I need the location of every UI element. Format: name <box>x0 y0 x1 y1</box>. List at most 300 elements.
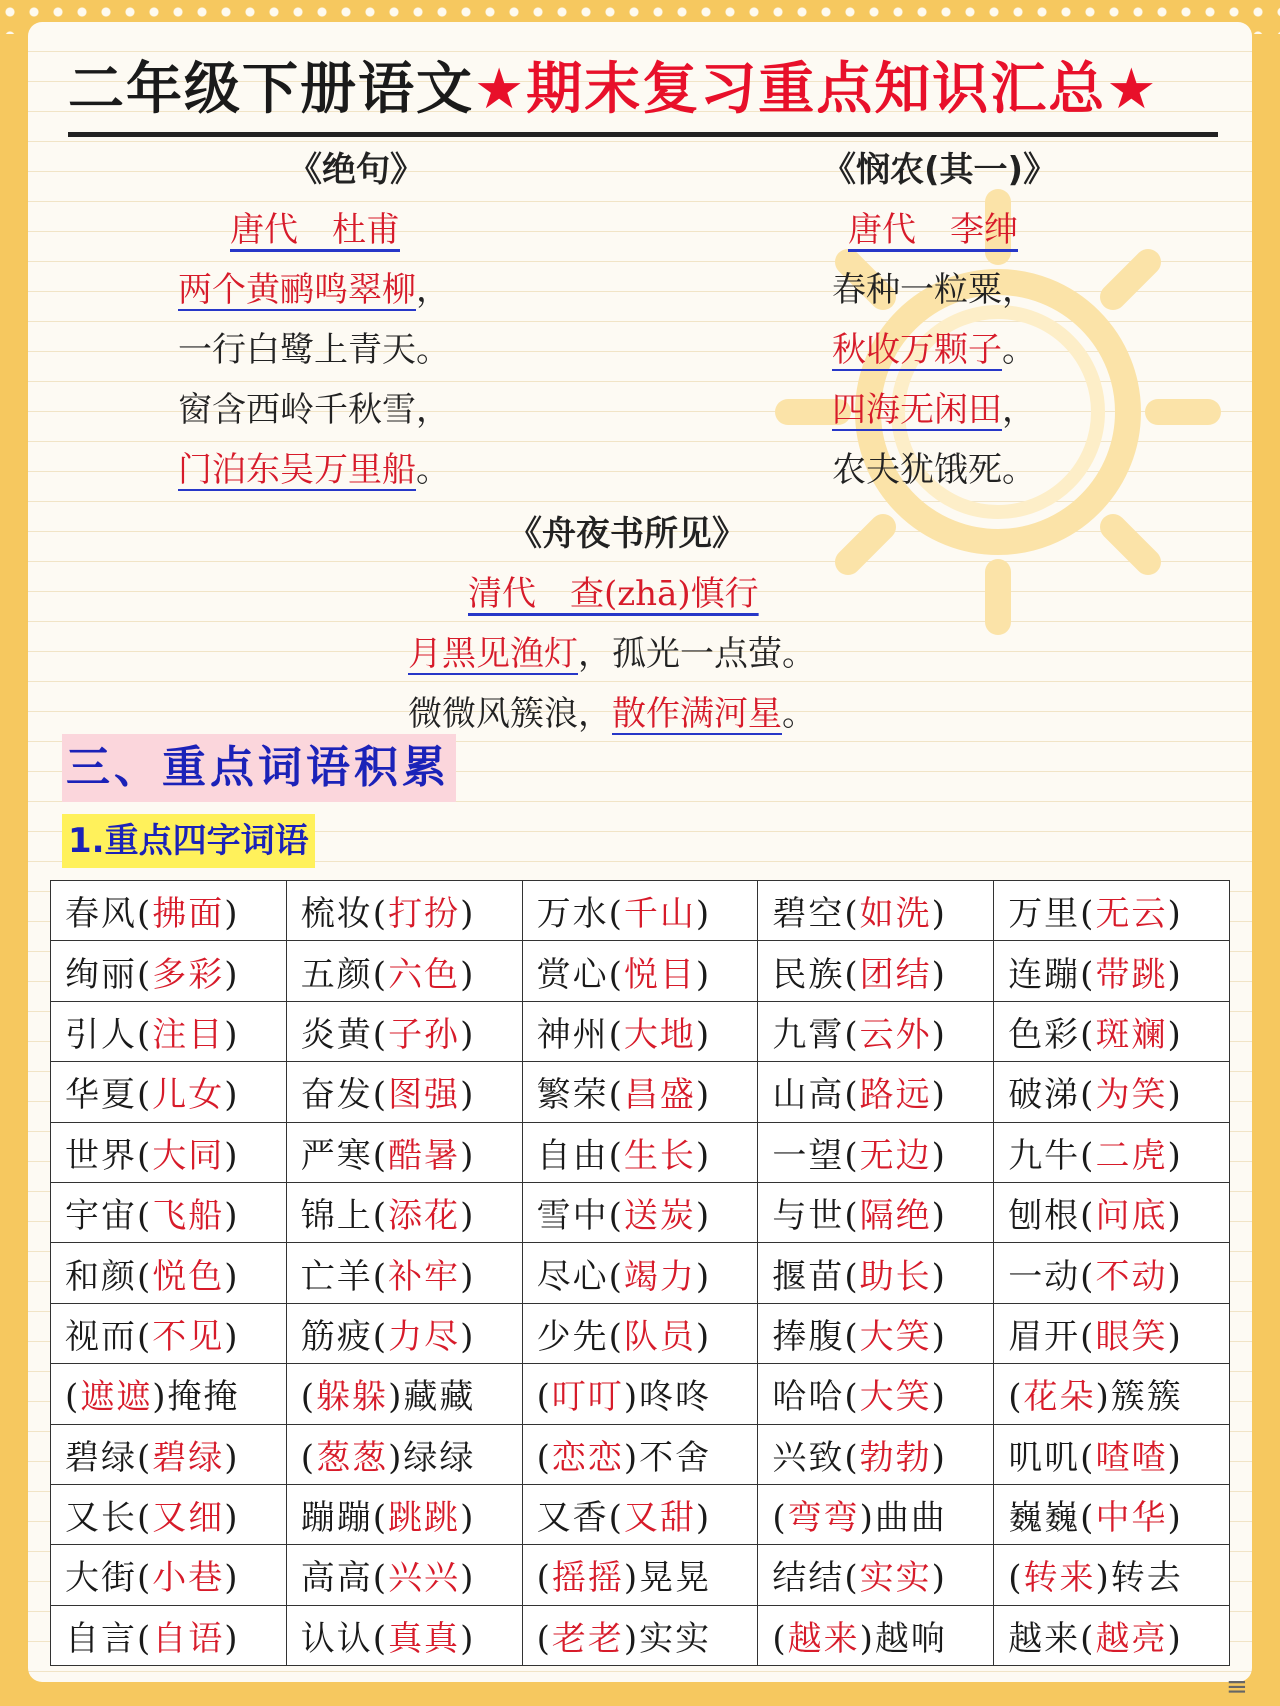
word-cell <box>522 1364 758 1424</box>
answer-text: 添花 <box>388 1196 461 1237</box>
word-cell <box>758 941 994 1001</box>
answer-text: 儿女 <box>152 1075 225 1116</box>
answer-text: 越来 <box>787 1618 860 1659</box>
word-text: ) <box>695 954 712 995</box>
answer-text: 花朵 <box>1023 1377 1096 1418</box>
word-text: ( <box>1008 1377 1024 1418</box>
word-text: ( <box>1008 1558 1024 1599</box>
word-cell <box>51 1364 287 1424</box>
answer-text: 云外 <box>859 1014 932 1055</box>
word-cell <box>51 1424 287 1484</box>
answer-text: 昌盛 <box>623 1075 696 1116</box>
highlight-text: 门泊东吴万里船 <box>178 450 416 490</box>
word-text: 巍巍( <box>1008 1498 1096 1539</box>
word-text: 山高( <box>772 1075 860 1116</box>
word-cell <box>522 1303 758 1363</box>
word-cell <box>51 881 287 941</box>
word-text: ) <box>623 1437 640 1478</box>
word-text: ) <box>1167 1135 1183 1176</box>
line-text: 。 <box>1002 330 1036 370</box>
word-text: 大街( <box>65 1558 153 1599</box>
line-text: ， <box>1002 390 1036 430</box>
answer-text: 兴兴 <box>388 1558 461 1599</box>
word-text: ( <box>536 1558 552 1599</box>
answer-text: 生长 <box>623 1135 696 1176</box>
poem-author: 清代 查(zhā)慎行 <box>468 574 759 614</box>
word-text: 自由( <box>536 1135 624 1176</box>
word-cell <box>522 1243 758 1303</box>
answer-text: 越亮 <box>1095 1618 1168 1659</box>
word-text: 尽心( <box>536 1256 624 1297</box>
word-cell <box>286 1062 522 1122</box>
word-text: 不舍 <box>639 1437 712 1478</box>
word-text: ) <box>695 894 712 935</box>
word-cell <box>522 1182 758 1242</box>
word-text: 揠苗( <box>772 1256 860 1297</box>
word-cell <box>994 941 1230 1001</box>
word-text: ) <box>224 1558 240 1599</box>
word-text: 和颜( <box>65 1256 153 1297</box>
table-row <box>51 1122 1230 1182</box>
highlight-text: 秋收万颗子 <box>832 330 1002 370</box>
word-cell <box>522 1001 758 1061</box>
word-cell <box>286 1364 522 1424</box>
word-text: 自言( <box>65 1618 153 1659</box>
word-text: 掩掩 <box>167 1377 240 1418</box>
word-text: ) <box>1095 1377 1111 1418</box>
word-text: ) <box>460 1558 476 1599</box>
answer-text: 助长 <box>859 1256 932 1297</box>
table-row <box>51 1424 1230 1484</box>
poem-title: 《悯农(其一)》 <box>822 150 1058 190</box>
word-text: ) <box>859 1618 875 1659</box>
poem-line <box>178 380 450 440</box>
word-text: 又长( <box>65 1498 153 1539</box>
word-cell <box>286 1243 522 1303</box>
table-row <box>51 1243 1230 1303</box>
answer-text: 如洗 <box>859 894 932 935</box>
word-text: 晃晃 <box>639 1558 712 1599</box>
line-text: 一行白鹭上青天。 <box>178 330 450 370</box>
word-text: ) <box>695 1498 712 1539</box>
word-text: 高高( <box>300 1558 389 1599</box>
word-text: ) <box>460 1316 476 1357</box>
word-text: ) <box>1167 1256 1183 1297</box>
word-text: 一望( <box>772 1135 860 1176</box>
word-text: 奋发( <box>300 1075 389 1116</box>
word-text: 繁荣( <box>536 1075 624 1116</box>
word-cell <box>758 1424 994 1484</box>
word-cell <box>758 1364 994 1424</box>
word-cell <box>51 1243 287 1303</box>
answer-text: 竭力 <box>623 1256 696 1297</box>
word-text: ) <box>931 894 947 935</box>
word-text: ) <box>1167 1618 1183 1659</box>
word-cell <box>522 1062 758 1122</box>
worksheet-page <box>28 22 1252 1702</box>
poem-line <box>408 684 816 744</box>
word-text: ) <box>224 1014 240 1055</box>
word-cell <box>758 1243 994 1303</box>
word-cell <box>522 1605 758 1665</box>
word-cell <box>994 1122 1230 1182</box>
word-text: 民族( <box>772 954 860 995</box>
word-text: ( <box>536 1437 552 1478</box>
title-grade: 二年级下册语文 <box>68 57 474 122</box>
word-text: ) <box>460 1196 476 1237</box>
word-text: ) <box>224 1437 240 1478</box>
word-text: ) <box>931 1135 947 1176</box>
word-text: ) <box>859 1498 875 1539</box>
menu-lines-icon: ≡ <box>1226 1672 1248 1702</box>
answer-text: 弯弯 <box>787 1498 860 1539</box>
answer-text: 遮遮 <box>80 1377 153 1418</box>
line-text: ， <box>416 270 450 310</box>
word-text: ) <box>1167 894 1183 935</box>
word-text: ) <box>623 1558 640 1599</box>
word-text: 破涕( <box>1008 1075 1096 1116</box>
word-cell <box>994 1243 1230 1303</box>
word-text: ) <box>224 1618 240 1659</box>
answer-text: 千山 <box>623 894 696 935</box>
word-text: ) <box>695 1196 712 1237</box>
word-cell <box>994 1001 1230 1061</box>
word-text: ) <box>1167 954 1183 995</box>
word-text: ( <box>300 1377 317 1418</box>
word-cell <box>286 1303 522 1363</box>
answer-text: 大笑 <box>859 1316 932 1357</box>
word-cell <box>286 1605 522 1665</box>
word-cell <box>286 1424 522 1484</box>
answer-text: 带跳 <box>1095 954 1168 995</box>
word-text: ) <box>460 894 476 935</box>
answer-text: 酷暑 <box>388 1135 461 1176</box>
answer-text: 无边 <box>859 1135 932 1176</box>
highlight-text: 四海无闲田 <box>832 390 1002 430</box>
word-text: ) <box>460 1075 476 1116</box>
word-text: 万水( <box>536 894 624 935</box>
word-text: 越响 <box>874 1618 947 1659</box>
word-text: 哈哈( <box>772 1377 860 1418</box>
word-text: 兴致( <box>772 1437 860 1478</box>
line-text: 窗含西岭千秋雪， <box>178 390 450 430</box>
word-text: ) <box>931 954 947 995</box>
word-cell <box>522 941 758 1001</box>
word-text: ) <box>224 954 240 995</box>
word-cell <box>286 1001 522 1061</box>
answer-text: 大笑 <box>859 1377 932 1418</box>
section-heading: 三、重点词语积累 <box>62 734 456 802</box>
word-text: 簇簇 <box>1110 1377 1183 1418</box>
answer-text: 叮叮 <box>551 1377 624 1418</box>
line-text: 农夫犹饿死。 <box>832 450 1036 490</box>
word-text: 碧空( <box>772 894 860 935</box>
word-cell <box>994 1484 1230 1544</box>
answer-text: 悦色 <box>152 1256 225 1297</box>
word-text: ( <box>536 1618 552 1659</box>
poem-line <box>832 260 1057 320</box>
poem-author: 唐代 杜甫 <box>230 210 400 250</box>
line-text: 。 <box>782 694 816 734</box>
word-text: ) <box>695 1316 712 1357</box>
word-text: 亡羊( <box>300 1256 389 1297</box>
line-text: ，孤光一点萤。 <box>578 634 816 674</box>
answer-text: 送炭 <box>623 1196 696 1237</box>
answer-text: 眼笑 <box>1095 1316 1168 1357</box>
word-text: 梳妆( <box>300 894 389 935</box>
line-text: 。 <box>416 450 450 490</box>
word-text: ) <box>695 1014 712 1055</box>
answer-text: 图强 <box>388 1075 461 1116</box>
word-text: 认认( <box>300 1618 389 1659</box>
word-text: 转去 <box>1110 1558 1183 1599</box>
poem-line <box>408 624 816 684</box>
word-cell <box>758 1122 994 1182</box>
word-text: ) <box>1095 1558 1111 1599</box>
word-text: 藏藏 <box>403 1377 476 1418</box>
word-text: 炎黄( <box>300 1014 389 1055</box>
word-text: ( <box>772 1618 788 1659</box>
answer-text: 大地 <box>623 1014 696 1055</box>
word-cell <box>51 1182 287 1242</box>
word-cell <box>522 1484 758 1544</box>
word-text: ( <box>772 1498 788 1539</box>
word-cell <box>51 1122 287 1182</box>
word-cell <box>51 1303 287 1363</box>
answer-text: 又甜 <box>623 1498 696 1539</box>
poem-line <box>832 320 1057 380</box>
answer-text: 六色 <box>388 954 461 995</box>
word-text: ) <box>695 1135 712 1176</box>
word-cell <box>994 1182 1230 1242</box>
word-text: 色彩( <box>1008 1014 1096 1055</box>
word-text: ) <box>388 1377 404 1418</box>
word-text: ) <box>1167 1498 1183 1539</box>
word-text: ) <box>224 1075 240 1116</box>
word-text: 九霄( <box>772 1014 860 1055</box>
word-text: 连蹦( <box>1008 954 1096 995</box>
table-row <box>51 1545 1230 1605</box>
word-cell <box>758 1484 994 1544</box>
word-text: 与世( <box>772 1196 860 1237</box>
word-text: 蹦蹦( <box>300 1498 389 1539</box>
word-text: ) <box>931 1196 947 1237</box>
word-text: ) <box>931 1558 947 1599</box>
answer-text: 恋恋 <box>551 1437 624 1478</box>
answer-text: 小巷 <box>152 1558 225 1599</box>
word-cell <box>994 1062 1230 1122</box>
word-cell <box>994 881 1230 941</box>
word-cell <box>758 1001 994 1061</box>
word-text: ) <box>224 1316 240 1357</box>
word-cell <box>51 1062 287 1122</box>
word-cell <box>51 1001 287 1061</box>
word-text: ) <box>931 1014 947 1055</box>
word-cell <box>994 1605 1230 1665</box>
word-text: ) <box>695 1075 712 1116</box>
answer-text: 跳跳 <box>388 1498 461 1539</box>
word-text: ) <box>152 1377 168 1418</box>
word-cell <box>758 881 994 941</box>
word-text: 实实 <box>639 1618 712 1659</box>
word-cell <box>522 881 758 941</box>
answer-text: 二虎 <box>1095 1135 1168 1176</box>
answer-text: 摇摇 <box>551 1558 624 1599</box>
poem-line <box>178 320 450 380</box>
word-text: 春风( <box>65 894 153 935</box>
word-text: ) <box>460 1256 476 1297</box>
table-row <box>51 1605 1230 1665</box>
answer-text: 碧绿 <box>152 1437 225 1478</box>
word-cell <box>286 1122 522 1182</box>
word-text: ( <box>300 1437 317 1478</box>
word-cell <box>758 1605 994 1665</box>
word-text: ) <box>931 1437 947 1478</box>
table-row <box>51 881 1230 941</box>
answer-text: 为笑 <box>1095 1075 1168 1116</box>
answer-text: 不见 <box>152 1316 225 1357</box>
word-table <box>50 880 1230 1666</box>
word-text: 绚丽( <box>65 954 153 995</box>
word-text: ) <box>931 1075 947 1116</box>
word-text: ) <box>695 1256 712 1297</box>
answer-text: 无云 <box>1095 894 1168 935</box>
word-text: ) <box>224 1498 240 1539</box>
word-text: ( <box>536 1377 552 1418</box>
word-text: 咚咚 <box>639 1377 712 1418</box>
answer-text: 悦目 <box>623 954 696 995</box>
word-cell <box>286 1545 522 1605</box>
answer-text: 自语 <box>152 1618 225 1659</box>
word-text: ) <box>460 1618 476 1659</box>
word-cell <box>286 1182 522 1242</box>
subsection-heading: 1.重点四字词语 <box>62 814 315 868</box>
word-text: 九牛( <box>1008 1135 1096 1176</box>
highlight-text: 月黑见渔灯 <box>408 634 578 674</box>
word-text: 捧腹( <box>772 1316 860 1357</box>
word-cell <box>522 1545 758 1605</box>
answer-text: 隔绝 <box>859 1196 932 1237</box>
word-text: 筋疲( <box>300 1316 389 1357</box>
word-text: ) <box>224 1196 240 1237</box>
word-text: 宇宙( <box>65 1196 153 1237</box>
table-row <box>51 941 1230 1001</box>
word-cell <box>994 1545 1230 1605</box>
word-text: 眉开( <box>1008 1316 1096 1357</box>
word-cell <box>758 1062 994 1122</box>
poem-line <box>832 380 1057 440</box>
word-text: ) <box>224 1256 240 1297</box>
word-text: 碧绿( <box>65 1437 153 1478</box>
word-text: 绿绿 <box>403 1437 476 1478</box>
poem-minnong <box>822 140 1058 500</box>
word-text: ) <box>931 1316 947 1357</box>
word-text: 少先( <box>536 1316 624 1357</box>
word-cell <box>51 941 287 1001</box>
word-text: ) <box>1167 1075 1183 1116</box>
table-row <box>51 1484 1230 1544</box>
word-text: ) <box>1167 1014 1183 1055</box>
word-text: ) <box>224 894 240 935</box>
word-text: 赏心( <box>536 954 624 995</box>
word-text: 刨根( <box>1008 1196 1096 1237</box>
answer-text: 真真 <box>388 1618 461 1659</box>
word-text: 叽叽( <box>1008 1437 1096 1478</box>
answer-text: 多彩 <box>152 954 225 995</box>
poem-title: 《舟夜书所见》 <box>508 514 746 554</box>
word-text: ) <box>931 1377 947 1418</box>
word-text: 一动( <box>1008 1256 1096 1297</box>
word-text: ) <box>1167 1196 1183 1237</box>
word-text: 越来( <box>1008 1618 1096 1659</box>
title-topic: ★期末复习重点知识汇总★ <box>474 57 1159 122</box>
word-text: ( <box>65 1377 81 1418</box>
answer-text: 转来 <box>1023 1558 1096 1599</box>
word-text: ) <box>460 954 476 995</box>
answer-text: 又细 <box>152 1498 225 1539</box>
line-text: 春种一粒粟， <box>832 270 1036 310</box>
answer-text: 不动 <box>1095 1256 1168 1297</box>
poem-author: 唐代 李绅 <box>848 210 1018 250</box>
word-text: ) <box>623 1377 640 1418</box>
answer-text: 补牢 <box>388 1256 461 1297</box>
poem-jueju <box>178 140 450 500</box>
word-text: ) <box>460 1498 476 1539</box>
answer-text: 拂面 <box>152 894 225 935</box>
answer-text: 队员 <box>623 1316 696 1357</box>
word-text: ) <box>623 1618 640 1659</box>
word-text: ) <box>460 1135 476 1176</box>
word-cell <box>51 1484 287 1544</box>
word-text: 引人( <box>65 1014 153 1055</box>
answer-text: 躲躲 <box>316 1377 389 1418</box>
answer-text: 实实 <box>859 1558 932 1599</box>
word-cell <box>51 1605 287 1665</box>
word-cell <box>994 1303 1230 1363</box>
answer-text: 飞船 <box>152 1196 225 1237</box>
table-row <box>51 1303 1230 1363</box>
page-title <box>68 52 1218 137</box>
word-text: 视而( <box>65 1316 153 1357</box>
answer-text: 子孙 <box>388 1014 461 1055</box>
word-cell <box>51 1545 287 1605</box>
answer-text: 勃勃 <box>859 1437 932 1478</box>
answer-text: 注目 <box>152 1014 225 1055</box>
word-text: ) <box>224 1135 240 1176</box>
word-text: ) <box>460 1014 476 1055</box>
answer-text: 团结 <box>859 954 932 995</box>
answer-text: 斑斓 <box>1095 1014 1168 1055</box>
word-cell <box>994 1364 1230 1424</box>
table-row <box>51 1062 1230 1122</box>
word-text: 雪中( <box>536 1196 624 1237</box>
answer-text: 问底 <box>1095 1196 1168 1237</box>
table-row <box>51 1364 1230 1424</box>
table-row <box>51 1182 1230 1242</box>
word-cell <box>522 1122 758 1182</box>
poem-title: 《绝句》 <box>288 150 424 190</box>
word-cell <box>758 1303 994 1363</box>
word-text: 曲曲 <box>874 1498 947 1539</box>
word-text: 结结( <box>772 1558 860 1599</box>
poem-line <box>832 440 1057 500</box>
answer-text: 打扮 <box>388 894 461 935</box>
highlight-text: 两个黄鹂鸣翠柳 <box>178 270 416 310</box>
answer-text: 大同 <box>152 1135 225 1176</box>
word-text: 万里( <box>1008 894 1096 935</box>
word-cell <box>286 881 522 941</box>
answer-text: 路远 <box>859 1075 932 1116</box>
